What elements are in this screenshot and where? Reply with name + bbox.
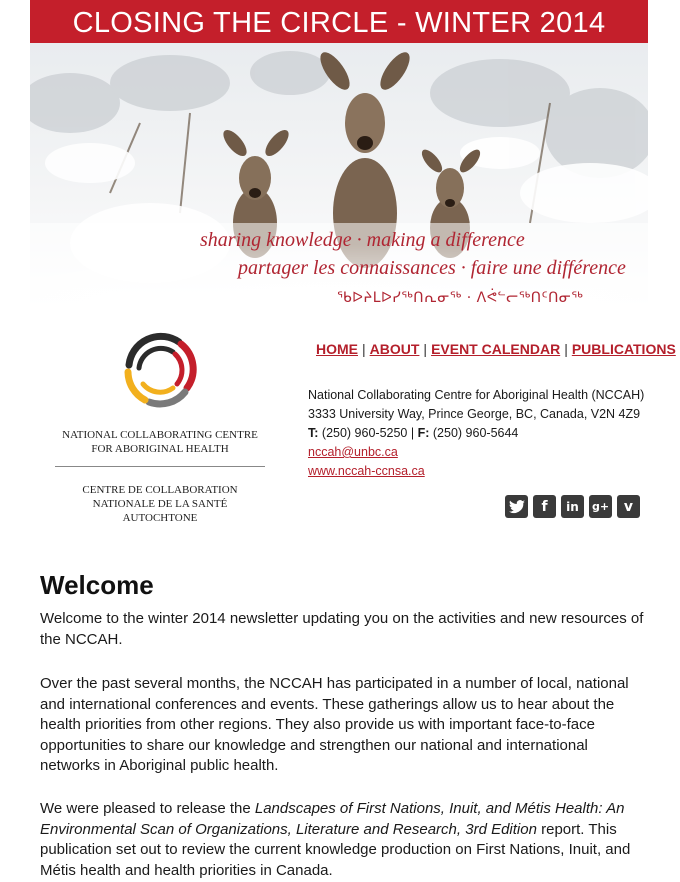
contact-phone-line: T: (250) 960-5250 | F: (250) 960-5644 — [308, 426, 519, 440]
linkedin-icon[interactable]: in — [561, 495, 584, 518]
p3-outro: report. This publication set out to review the current knowledge production on First Nations, Inuit, and Métis health and health priorities in Canada. — [40, 820, 631, 879]
nav-separator: | — [362, 341, 366, 357]
nav-about-link[interactable]: ABOUT — [369, 341, 420, 357]
fax-label: F: — [417, 426, 430, 440]
contact-address: 3333 University Way, Prince George, BC, Canada, V2N 4Z9 — [308, 407, 641, 421]
newsletter-banner — [30, 0, 648, 43]
nav-publications-link[interactable]: PUBLICATIONS — [571, 341, 676, 357]
org-divider — [55, 466, 265, 467]
tagline-english: sharing knowledge · making a difference — [200, 229, 525, 251]
welcome-heading: Welcome — [40, 570, 154, 600]
contact-block — [308, 386, 644, 481]
nav-event-calendar-link[interactable]: EVENT CALENDAR — [431, 341, 561, 357]
googleplus-icon[interactable]: g+ — [589, 495, 612, 518]
org-name-english: NATIONAL COLLABORATING CENTRE FOR ABORIGINAL HEALTH — [62, 429, 258, 455]
tel-value: (250) 960-5250 — [321, 426, 408, 440]
nav-separator: | — [564, 341, 568, 357]
vine-icon[interactable]: v — [617, 495, 640, 518]
twitter-icon[interactable] — [505, 495, 528, 518]
nav-home-link[interactable]: HOME — [316, 341, 358, 357]
top-nav — [316, 341, 676, 357]
tagline-syllabics: ᖃᐅᔨᒪᐅᓯᖅᑎᕆᓂᖅ · ᐱᕚᓪᓕᖅᑎᑦᑎᓂᖅ — [337, 290, 584, 306]
email-link[interactable]: nccah@unbc.ca — [308, 445, 398, 459]
welcome-paragraph-1: Welcome to the winter 2014 newsletter updating you on the activities and new resources of the NCCAH. — [40, 610, 644, 648]
banner-title: CLOSING THE CIRCLE - WINTER 2014 — [72, 7, 606, 39]
org-name-french: CENTRE DE COLLABORATION NATIONALE DE LA SANTÉ AUTOCHTONE — [82, 484, 238, 524]
fax-value: (250) 960-5644 — [432, 426, 519, 440]
social-icons — [505, 495, 640, 518]
contact-name: National Collaborating Centre for Aboriginal Health (NCCAH) — [308, 388, 645, 402]
welcome-paragraph-3 — [40, 799, 650, 881]
nccah-circle-logo-icon — [55, 328, 270, 418]
tel-label: T: — [308, 426, 319, 440]
facebook-icon[interactable]: f — [533, 495, 556, 518]
tagline-french: partager les connaissances · faire une différence — [238, 257, 626, 279]
p3-intro: We were pleased to release the — [40, 800, 255, 817]
p3-report-title: Landscapes of First Nations, Inuit, and Métis Health: An Environmental Scan of Organizations, Literature and Research, 3rd Edition — [40, 800, 625, 838]
website-link[interactable]: www.nccah-ccnsa.ca — [308, 464, 425, 478]
welcome-paragraph-2: Over the past several months, the NCCAH has participated in a number of local, national and international conferences and events. These gatherings allow us to hear about the health priorities from other regions. They also provide us with important face-to-face opportunities to share our knowledge and strengthen our national and international networks in Aboriginal public health. — [40, 675, 629, 774]
nav-separator: | — [423, 341, 428, 357]
